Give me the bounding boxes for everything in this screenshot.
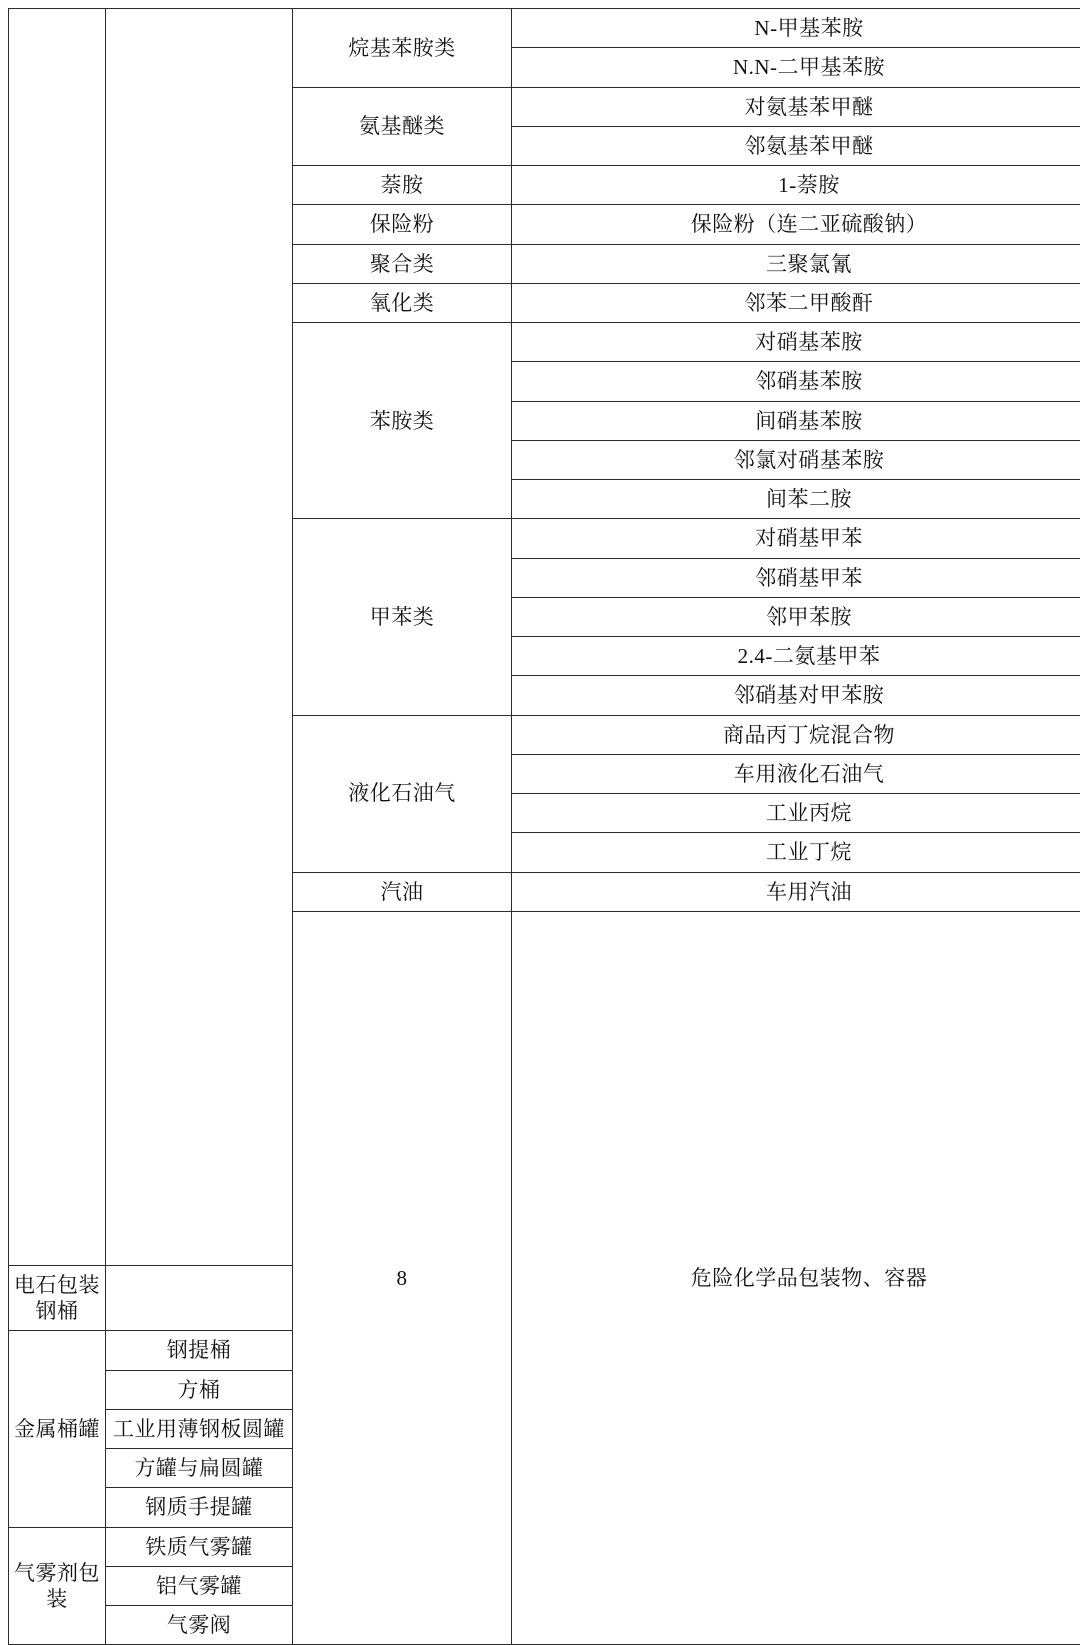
product-cell: 气雾阀 bbox=[106, 1606, 293, 1645]
product-cell: 三聚氯氰 bbox=[512, 244, 1080, 283]
product-cell: 商品丙丁烷混合物 bbox=[512, 715, 1080, 754]
product-cell: 工业丙烷 bbox=[512, 794, 1080, 833]
product-cell: 车用汽油 bbox=[512, 872, 1080, 911]
product-cell: 间苯二胺 bbox=[512, 480, 1080, 519]
product-cell: 邻硝基苯胺 bbox=[512, 362, 1080, 401]
product-cell: 电石包装钢桶 bbox=[9, 1265, 106, 1331]
category-cell: 危险化学品包装物、容器 bbox=[512, 911, 1080, 1645]
product-cell: 钢提桶 bbox=[106, 1331, 293, 1370]
product-cell: 2.4-二氨基甲苯 bbox=[512, 637, 1080, 676]
product-cell: 车用液化石油气 bbox=[512, 754, 1080, 793]
product-cell: 工业用薄钢板圆罐 bbox=[106, 1409, 293, 1448]
product-cell: 方罐与扁圆罐 bbox=[106, 1449, 293, 1488]
product-cell: 保险粉（连二亚硫酸钠） bbox=[512, 205, 1080, 244]
subcategory-cell: 氧化类 bbox=[293, 283, 512, 322]
table-row bbox=[9, 9, 1080, 48]
product-cell: 铝气雾罐 bbox=[106, 1566, 293, 1605]
subcategory-cell: 氨基醚类 bbox=[293, 87, 512, 166]
row-number-cell bbox=[9, 9, 106, 1266]
product-cell: 铁质气雾罐 bbox=[106, 1527, 293, 1566]
subcategory-cell: 烷基苯胺类 bbox=[293, 9, 512, 88]
row-number-cell: 8 bbox=[293, 911, 512, 1645]
product-cell: N-甲基苯胺 bbox=[512, 9, 1080, 48]
product-cell: 邻苯二甲酸酐 bbox=[512, 283, 1080, 322]
subcategory-cell: 苯胺类 bbox=[293, 323, 512, 519]
product-cell: 邻氯对硝基苯胺 bbox=[512, 440, 1080, 479]
product-cell: 1-萘胺 bbox=[512, 166, 1080, 205]
product-cell: 对硝基苯胺 bbox=[512, 323, 1080, 362]
product-cell: 方桶 bbox=[106, 1370, 293, 1409]
subcategory-cell: 聚合类 bbox=[293, 244, 512, 283]
subcategory-cell: 甲苯类 bbox=[293, 519, 512, 715]
product-cell: 工业丁烷 bbox=[512, 833, 1080, 872]
category-cell bbox=[106, 9, 293, 1266]
product-cell: 对氨基苯甲醚 bbox=[512, 87, 1080, 126]
subcategory-cell: 液化石油气 bbox=[293, 715, 512, 872]
product-cell: 邻硝基对甲苯胺 bbox=[512, 676, 1080, 715]
subcategory-cell: 气雾剂包装 bbox=[9, 1527, 106, 1645]
subcategory-cell: 汽油 bbox=[293, 872, 512, 911]
subcategory-cell: 金属桶罐 bbox=[9, 1331, 106, 1527]
product-cell: 钢质手提罐 bbox=[106, 1488, 293, 1527]
hazardous-chemicals-table bbox=[8, 8, 1080, 1645]
product-cell: 邻甲苯胺 bbox=[512, 597, 1080, 636]
table-body bbox=[9, 9, 1080, 1645]
product-cell: N.N-二甲基苯胺 bbox=[512, 48, 1080, 87]
product-cell: 对硝基甲苯 bbox=[512, 519, 1080, 558]
subcategory-cell: 保险粉 bbox=[293, 205, 512, 244]
product-cell: 邻硝基甲苯 bbox=[512, 558, 1080, 597]
product-cell: 间硝基苯胺 bbox=[512, 401, 1080, 440]
product-cell: 邻氨基苯甲醚 bbox=[512, 126, 1080, 165]
subcategory-cell: 萘胺 bbox=[293, 166, 512, 205]
